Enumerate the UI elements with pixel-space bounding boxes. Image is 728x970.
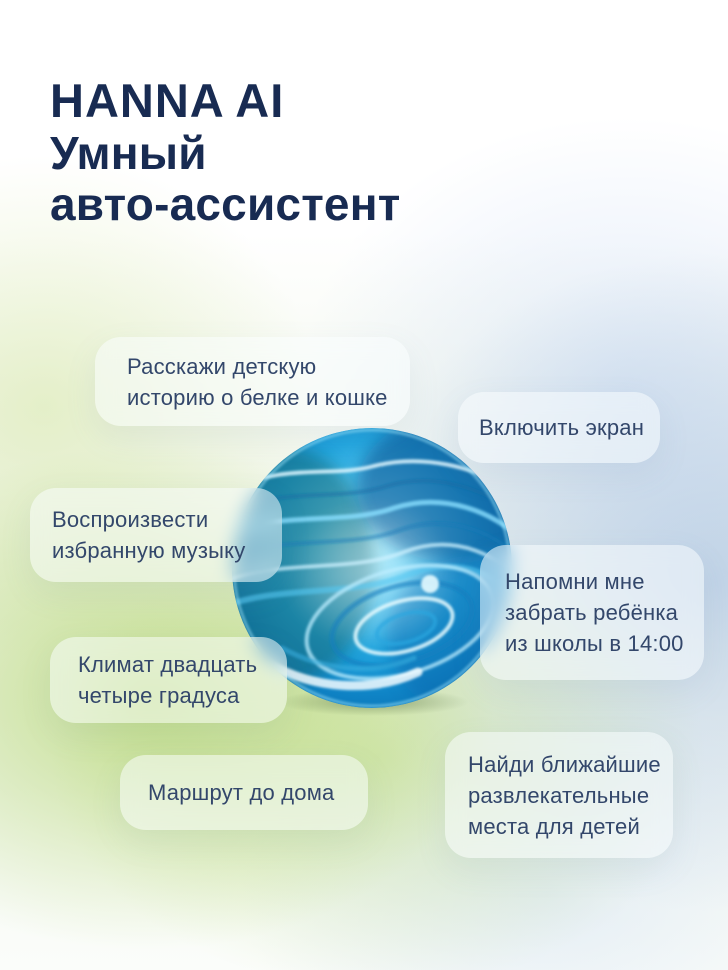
bubble-line: Климат двадцать (78, 652, 258, 677)
title-block (50, 74, 400, 230)
bubble-line: Включить экран (479, 415, 645, 440)
voice-command-bubble-climate (50, 637, 287, 723)
bubble-line: избранную музыку (52, 538, 246, 563)
bubble-line: Напомни мне (505, 569, 645, 594)
bubble-line: историю о белке и кошке (127, 384, 388, 410)
bubble-line: четыре градуса (78, 683, 240, 708)
voice-command-bubble-music (30, 488, 282, 582)
voice-command-bubble-reminder (480, 545, 704, 680)
bubble-line: развлекательные (468, 782, 650, 808)
brand-title: HANNA AI (50, 74, 285, 127)
bubble-line: Найди ближайшие (468, 751, 661, 777)
bubble-line: забрать ребёнка (505, 600, 679, 625)
subtitle-line-1: Умный (50, 127, 207, 179)
voice-command-bubble-places (445, 732, 673, 858)
bubble-line: Маршрут до дома (148, 780, 335, 805)
bubble-line: Расскажи детскую (127, 353, 317, 379)
voice-command-bubble-route (120, 755, 368, 830)
subtitle-line-2: авто-ассистент (50, 178, 401, 230)
bubble-line: Воспроизвести (52, 507, 209, 532)
voice-command-bubble-screen (458, 392, 660, 463)
voice-command-bubble-story (95, 337, 410, 426)
bubble-line: из школы в 14:00 (505, 631, 684, 656)
bubble-line: места для детей (468, 813, 640, 839)
